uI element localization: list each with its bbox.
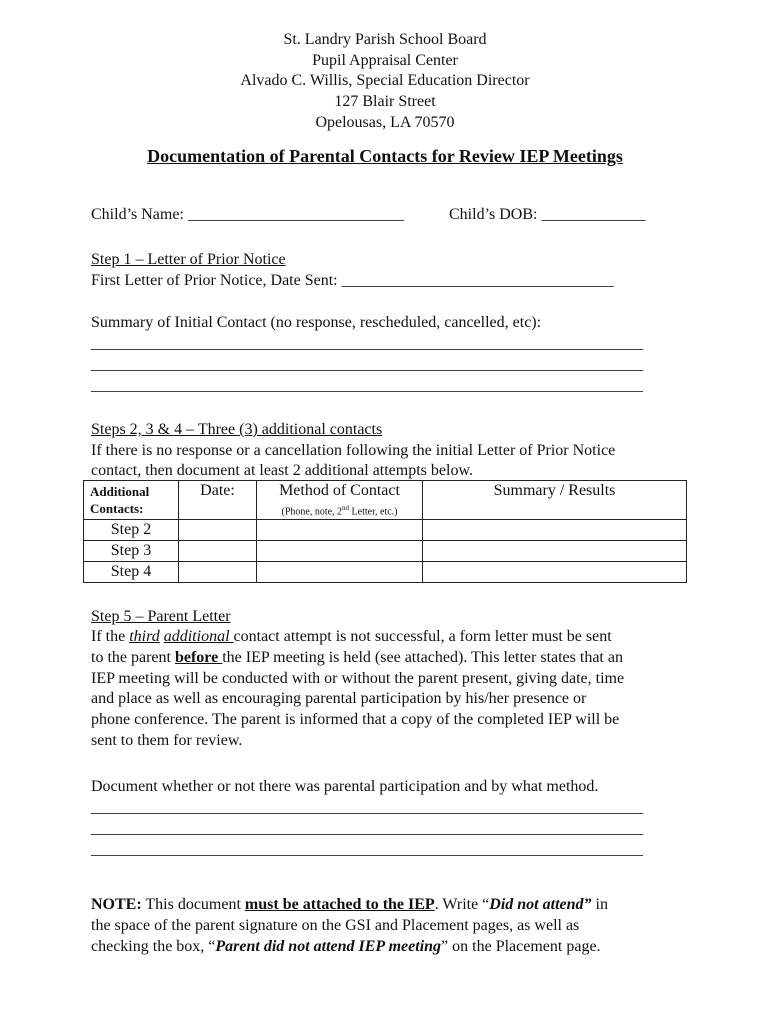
participation-line: _____________________________________________________________________ xyxy=(91,799,643,816)
steps234-text: If there is no response or a cancellation following the initial Letter of Prior Notice xyxy=(91,442,616,459)
summary-cell[interactable] xyxy=(423,562,687,583)
header-method-sub-a: (Phone, note, 2 xyxy=(281,506,343,518)
header-method-sub xyxy=(257,501,422,519)
header-method xyxy=(257,481,423,520)
text-run-emphasis: before xyxy=(174,648,223,666)
step5-line xyxy=(91,648,691,669)
note-paragraph xyxy=(91,895,691,957)
method-cell[interactable] xyxy=(257,520,423,541)
step5-line: and place as well as encouraging parental participation by his/her presence or xyxy=(91,690,587,708)
date-cell[interactable] xyxy=(179,562,257,583)
date-cell[interactable] xyxy=(179,520,257,541)
step5-paragraph xyxy=(91,627,691,752)
date-cell[interactable] xyxy=(179,541,257,562)
method-cell[interactable] xyxy=(257,541,423,562)
summary-line: _____________________________________________________________________ xyxy=(91,377,643,394)
text-run-emphasis: Parent did not attend IEP meeting xyxy=(215,937,442,955)
header-center-name: Pupil Appraisal Center xyxy=(312,52,458,69)
text-run: checking the box, “ xyxy=(91,937,216,955)
text-run-emphasis: Did not attend” xyxy=(489,896,592,913)
text-run: contact attempt is not successful, a form letter must be sent xyxy=(233,628,612,645)
step-label-cell: Step 3 xyxy=(84,541,179,562)
participation-label: Document whether or not there was parental participation and by what method. xyxy=(91,778,599,795)
header-street: 127 Blair Street xyxy=(334,93,436,110)
table-row xyxy=(84,541,687,562)
header-date: Date: xyxy=(179,481,257,520)
header-method-label: Method of Contact xyxy=(279,482,400,499)
text-run-emphasis: additional xyxy=(163,628,234,645)
step1-heading: Step 1 – Letter of Prior Notice xyxy=(91,251,286,268)
text-run-emphasis: third xyxy=(129,628,160,645)
table-row xyxy=(84,520,687,541)
table-row xyxy=(84,562,687,583)
method-cell[interactable] xyxy=(257,562,423,583)
child-dob-field: Child’s DOB: _____________ xyxy=(449,206,646,223)
participation-line: _____________________________________________________________________ xyxy=(91,820,643,837)
text-run: the IEP meeting is held (see attached). This letter states that an xyxy=(222,648,623,666)
initial-contact-summary-label: Summary of Initial Contact (no response, rescheduled, cancelled, etc): xyxy=(91,314,542,331)
first-letter-date-field: First Letter of Prior Notice, Date Sent: __________________________________ xyxy=(91,272,614,289)
step5-line: IEP meeting will be conducted with or without the parent present, giving date, time xyxy=(91,669,625,687)
header-col1-line2: Contacts: xyxy=(90,501,144,516)
header-director: Alvado C. Willis, Special Education Director xyxy=(240,72,530,89)
contacts-table xyxy=(83,480,687,583)
summary-cell[interactable] xyxy=(423,541,687,562)
header-method-sub-sup: nd xyxy=(342,504,350,512)
header-city: Opelousas, LA 70570 xyxy=(315,114,455,131)
step5-heading: Step 5 – Parent Letter xyxy=(91,608,231,625)
text-run: This document xyxy=(141,896,245,913)
participation-line: _____________________________________________________________________ xyxy=(91,841,643,858)
step-label-cell: Step 2 xyxy=(84,520,179,541)
header-col1-line1: Additional xyxy=(90,484,150,499)
note-line: the space of the parent signature on the GSI and Placement pages, as well as xyxy=(91,916,580,934)
text-run-emphasis: must be attached to the IEP xyxy=(244,896,435,913)
steps234-heading: Steps 2, 3 & 4 – Three (3) additional contacts xyxy=(91,421,383,438)
step5-line: sent to them for review. xyxy=(91,731,243,749)
steps234-text: contact, then document at least 2 additional attempts below. xyxy=(91,462,473,479)
header-board-name: St. Landry Parish School Board xyxy=(283,31,487,48)
child-name-field: Child’s Name: ___________________________ xyxy=(91,206,404,223)
summary-cell[interactable] xyxy=(423,520,687,541)
header-method-sub-b: Letter, etc.) xyxy=(349,506,398,518)
note-line xyxy=(91,937,691,958)
note-line xyxy=(91,895,691,916)
step-label-cell: Step 4 xyxy=(84,562,179,583)
page-title: Documentation of Parental Contacts for Review IEP Meetings xyxy=(147,146,623,166)
summary-line: _____________________________________________________________________ xyxy=(91,335,643,352)
header-additional-contacts xyxy=(84,481,179,520)
step5-line xyxy=(91,627,691,648)
text-run: ” on the Placement page. xyxy=(441,937,601,955)
note-label: NOTE: xyxy=(91,896,142,913)
text-run: in xyxy=(591,896,608,913)
header-summary: Summary / Results xyxy=(423,481,687,520)
step5-line: phone conference. The parent is informed that a copy of the completed IEP will be xyxy=(91,711,620,729)
text-run: to the parent xyxy=(91,648,175,666)
summary-line: _____________________________________________________________________ xyxy=(91,356,643,373)
text-run: . Write “ xyxy=(434,896,490,913)
table-header-row xyxy=(84,481,687,520)
text-run: If the xyxy=(91,628,130,645)
